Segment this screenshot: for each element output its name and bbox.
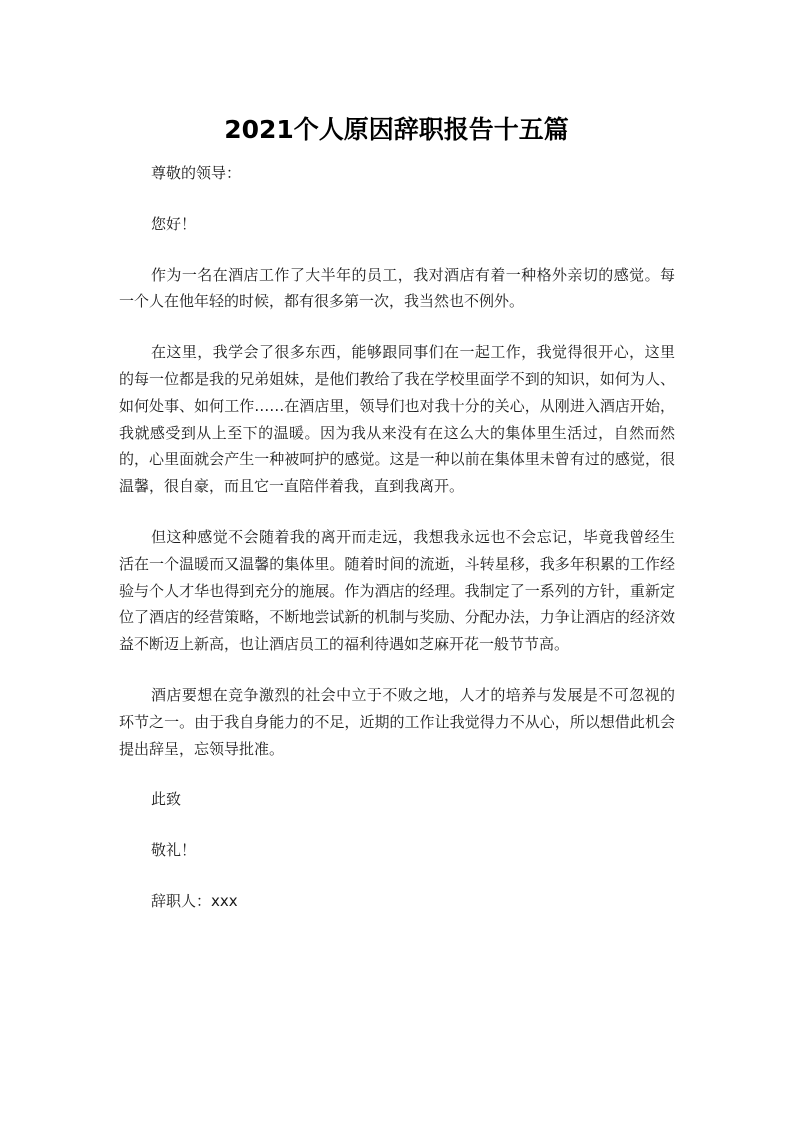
closing-line-2: 敬礼！: [151, 841, 197, 860]
signature: 辞职人：xxx: [151, 891, 238, 910]
spacer: [119, 238, 675, 262]
greeting: 您好！: [151, 214, 197, 233]
spacer: [119, 762, 675, 786]
body-paragraph-4: 酒店要想在竞争激烈的社会中立于不败之地，人才的培养与发展是不可忽视的环节之一。由于我自身能力的不足，近期的工作让我觉得力不从心，所以想借此机会提出辞呈，忘领导批准。: [119, 685, 675, 758]
document-body: [119, 160, 675, 915]
spacer: [119, 500, 675, 524]
salutation: 尊敬的领导：: [151, 164, 242, 182]
body-paragraph-1: 作为一名在酒店工作了大半年的员工，我对酒店有着一种格外亲切的感觉。每一个人在他年轻的时候，都有很多第一次，我当然也不例外。: [119, 265, 675, 311]
spacer: [119, 187, 675, 211]
spacer: [119, 315, 675, 339]
body-paragraph-3: 但这种感觉不会随着我的离开而走远，我想我永远也不会忘记，毕竟我曾经生活在一个温暖而又温馨的集体里。随着时间的流逝，斗转星移，我多年积累的工作经验与个人才华也得到充分的施展。作为酒店的经理。我制定了一系列的方针，重新定位了酒店的经营策略，不断地尝试新的机制与奖励、分配办法，力争让酒店的经济效益不断迈上新高，也让酒店员工的福利待遇如芝麻开花一般节节高。: [119, 527, 675, 654]
spacer: [119, 813, 675, 837]
spacer: [119, 864, 675, 888]
body-paragraph-2: 在这里，我学会了很多东西，能够跟同事们在一起工作，我觉得很开心，这里的每一位都是我的兄弟姐妹，是他们教给了我在学校里面学不到的知识，如何为人、如何处事、如何工作……在酒店里，领导们也对我十分的关心，从刚进入酒店开始，我就感受到从上至下的温暖。因为我从来没有在这么大的集体里生活过，自然而然的，心里面就会产生一种被呵护的感觉。这是一种以前在集体里未曾有过的感觉，很温馨，很自豪，而且它一直陪伴着我，直到我离开。: [119, 343, 675, 496]
closing-line-1: 此致: [151, 790, 182, 809]
document-title: 2021个人原因辞职报告十五篇: [224, 115, 569, 144]
spacer: [119, 658, 675, 682]
